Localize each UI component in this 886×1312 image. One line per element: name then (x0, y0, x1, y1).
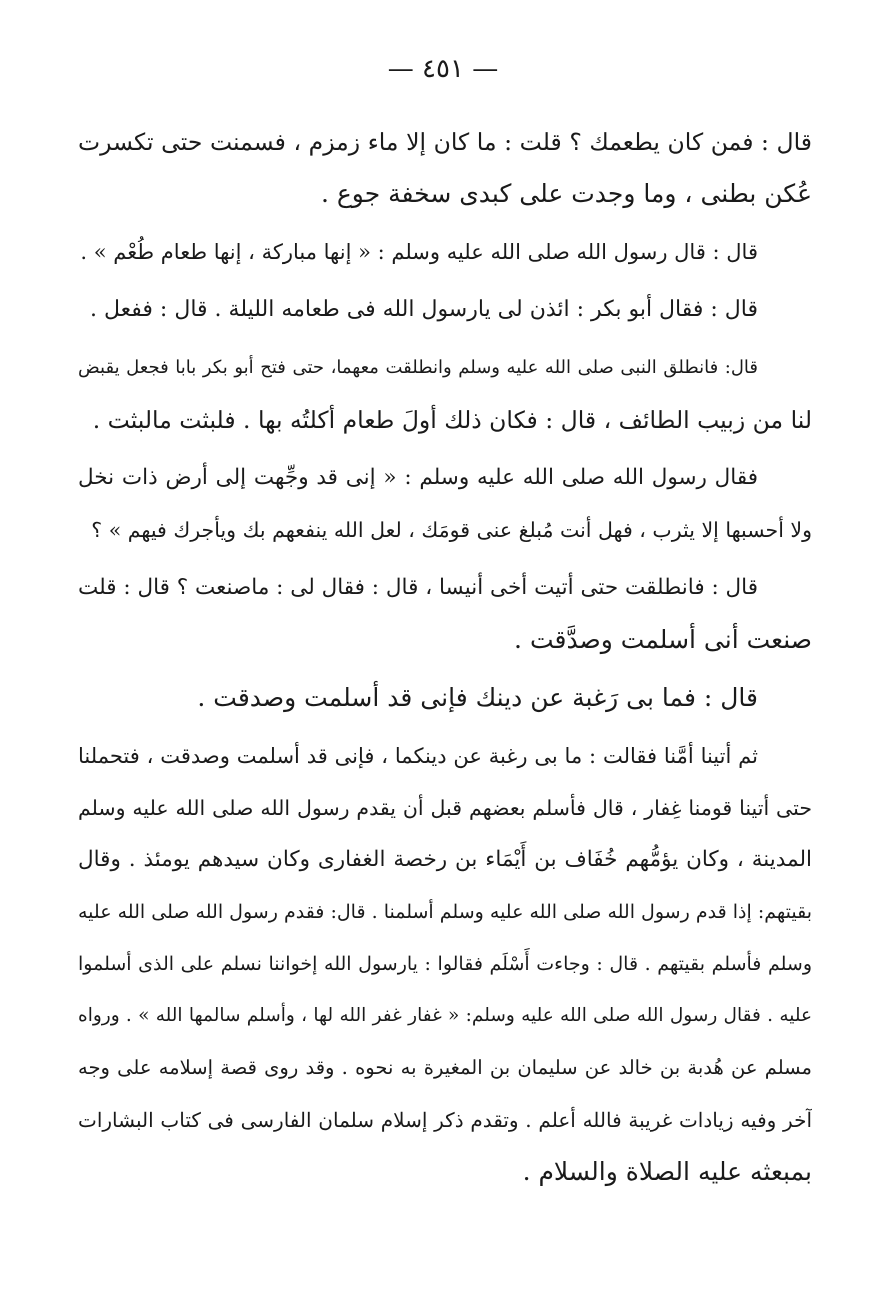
text-line: قال: فانطلق النبى صلى الله عليه وسلم وانطلقت معهما، حتى فتح أبو بكر بابا فجعل يقبض (78, 357, 758, 378)
text-line: مسلم عن هُدبة بن خالد عن سليمان بن المغيرة به نحوه . وقد روى قصة إسلامه على وجه (78, 1056, 812, 1079)
text-line: عُكن بطنى ، وما وجدت على كبدى سخفة جوع . (321, 179, 812, 208)
text-line: ثم أتينا أمَّنا فقالت : ما بى رغبة عن دينكما ، فإنى قد أسلمت وصدقت ، فتحملنا (78, 744, 758, 768)
text-line: قال : فقال أبو بكر : ائذن لى يارسول الله فى طعامه الليلة . قال : ففعل . (90, 297, 758, 322)
text-line: حتى أتينا قومنا غِفار ، قال فأسلم بعضهم قبل أن يقدم رسول الله صلى الله عليه وسلم (78, 796, 812, 820)
text-line: لنا من زبيب الطائف ، قال : فكان ذلك أولَ طعام أكلتُه بها . فلبثت مالبثت . (92, 406, 812, 434)
page-number: — ٤٥١ — (387, 54, 499, 84)
body-text (78, 116, 812, 1198)
text-line: فقال رسول الله صلى الله عليه وسلم : « إنى قد وجِّهت إلى أرض ذات نخل (78, 465, 758, 490)
text-line: آخر وفيه زيادات غريبة فالله أعلم . وتقدم ذكر إسلام سلمان الفارسى فى كتاب البشارات (78, 1108, 812, 1132)
text-line: عليه . فقال رسول الله صلى الله عليه وسلم: « غفار غفر الله لها ، وأسلم سالمها الله » . ورواه (78, 1005, 812, 1026)
text-line: قال : فانطلقت حتى أتيت أخى أنيسا ، قال : فقال لى : ماصنعت ؟ قال : قلت (78, 575, 758, 600)
text-line: وسلم فأسلم بقيتهم . قال : وجاءت أَسْلَم فقالوا : يارسول الله إخواننا نسلم على الذى أسلموا (78, 953, 812, 975)
text-line: صنعت أنى أسلمت وصدَّقت . (514, 625, 812, 654)
text-line: ولا أحسبها إلا يثرب ، فهل أنت مُبلغ عنى قومَك ، لعل الله ينفعهم بك ويأجرك فيهم » ؟ (91, 518, 812, 542)
text-line: قال : فما بى رَغبة عن دينك فإنى قد أسلمت وصدقت . (197, 683, 758, 712)
text-line: قال : فمن كان يطعمك ؟ قلت : ما كان إلا ماء زمزم ، فسمنت حتى تكسرت (78, 128, 812, 156)
text-line: المدينة ، وكان يؤمُّهم خُفَاف بن أَيْمَاء بن رخصة الغفارى وكان سيدهم يومئذ . وقال (78, 847, 812, 872)
text-line: بمبعثه عليه الصلاة والسلام . (522, 1157, 812, 1186)
text-line: قال : قال رسول الله صلى الله عليه وسلم : « إنها مباركة ، إنها طعام طُعْم » . (80, 240, 758, 264)
text-line: بقيتهم: إذا قدم رسول الله صلى الله عليه وسلم أسلمنا . قال: فقدم رسول الله صلى الله عليه (78, 901, 812, 923)
